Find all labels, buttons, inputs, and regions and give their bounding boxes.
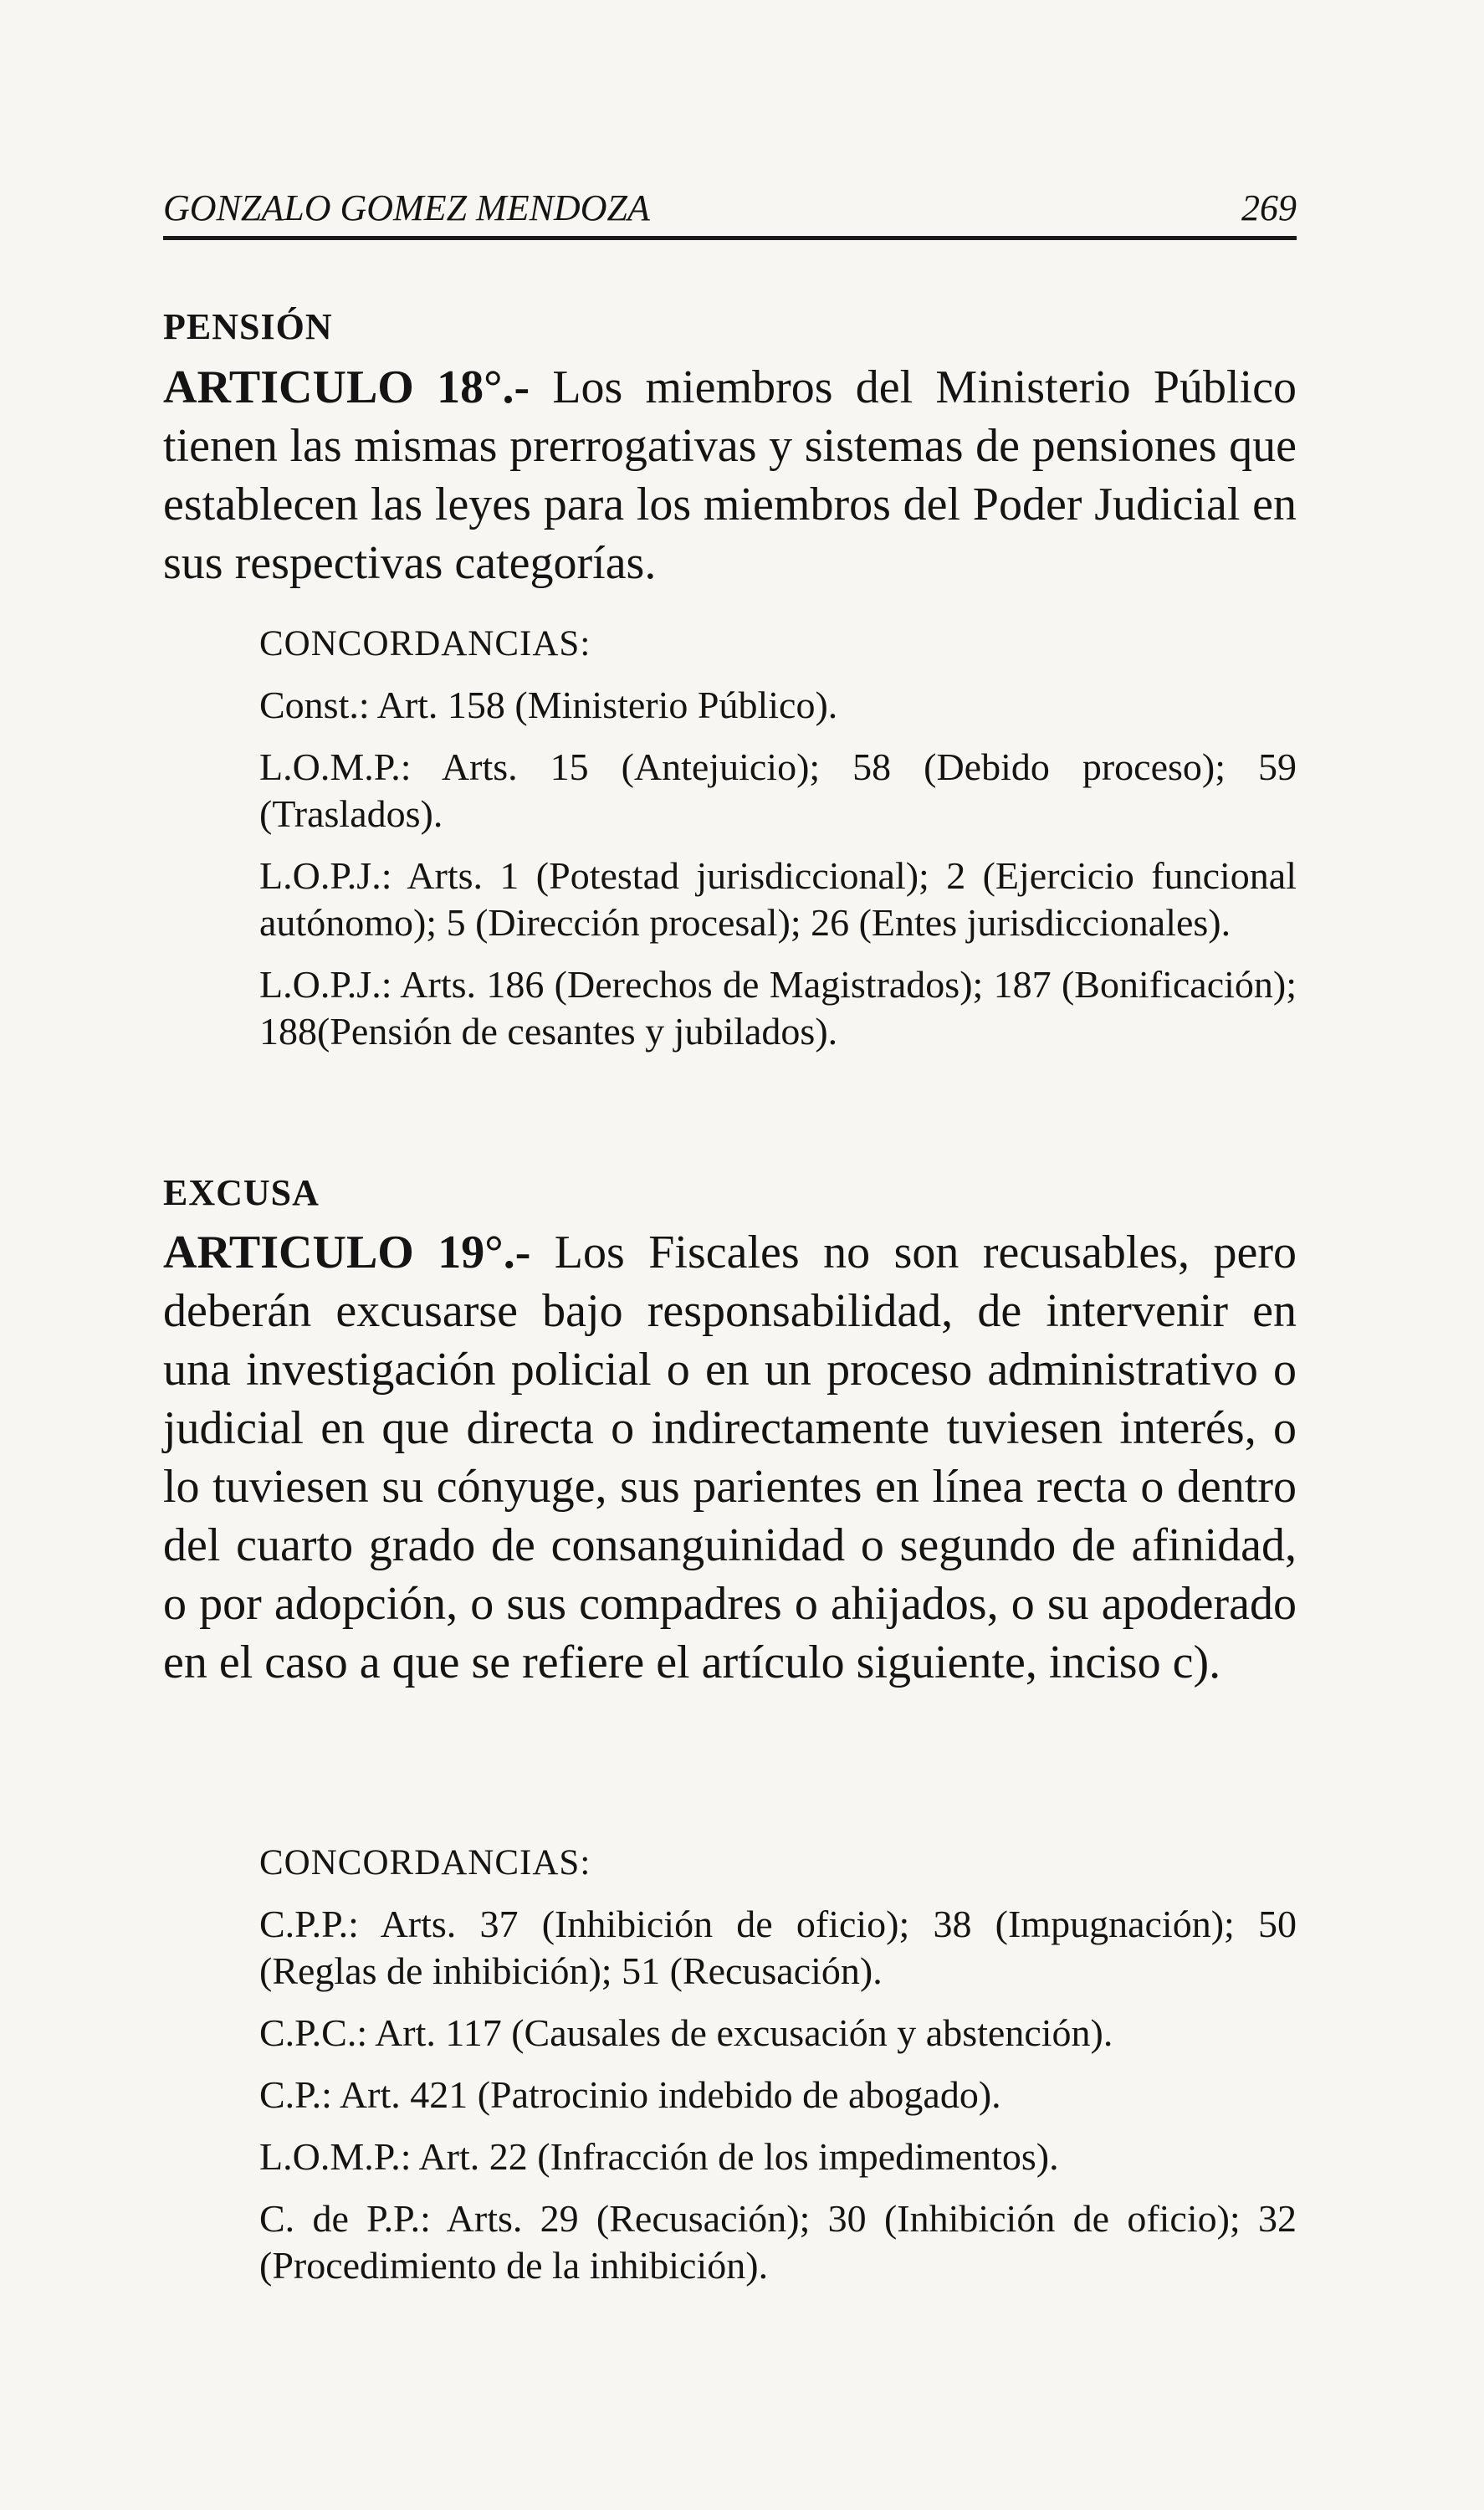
concordancia-item: L.O.M.P.: Arts. 15 (Antejuicio); 58 (Debido proceso); 59 (Traslados). <box>259 745 1297 835</box>
page-number: 269 <box>1241 187 1297 228</box>
concordancia-item: C. de P.P.: Arts. 29 (Recusación); 30 (Inhibición de oficio); 32 (Procedimiento de la inhibición). <box>259 2197 1297 2287</box>
article-18-paragraph <box>163 358 1297 592</box>
concordancia-item: C.P.: Art. 421 (Patrocinio indebido de abogado). <box>259 2073 1001 2116</box>
header-author: GONZALO GOMEZ MENDOZA <box>163 187 650 228</box>
article-19-paragraph <box>163 1223 1297 1692</box>
concordancias-title-19: CONCORDANCIAS: <box>259 1843 591 1882</box>
section-heading-pension: PENSIÓN <box>163 306 333 347</box>
article-18-text: Los miembros del Ministerio Público tienen las mismas prerrogativas y sistemas de pensiones que establecen las leyes para los miembros del Poder Judicial en sus respectivas categorías. <box>163 361 1297 589</box>
concordancias-list-19 <box>259 1901 1297 2304</box>
article-19-text: Los Fiscales no son recusables, pero deberán excusarse bajo responsabilidad, de intervenir en una investigación policial o en un proceso administrativo o judicial en que directa o indirectamente tuviesen interés, o lo tuviesen su cónyuge, sus parientes en línea recta o dentro del cuarto grado de consanguinidad o segundo de afinidad, o por adopción, o sus compadres o ahijados, o su apoderado en el caso a que se refiere el artículo siguiente, inciso c). <box>163 1227 1297 1688</box>
concordancia-item: L.O.P.J.: Arts. 186 (Derechos de Magistrados); 187 (Bonificación); 188(Pensión de cesantes y jubilados). <box>259 963 1297 1053</box>
concordancia-item: L.O.P.J.: Arts. 1 (Potestad jurisdiccional); 2 (Ejercicio funcional autónomo); 5 (Dirección procesal); 26 (Entes jurisdiccionales). <box>259 854 1297 944</box>
concordancia-item: C.P.P.: Arts. 37 (Inhibición de oficio); 38 (Impugnación); 50 (Reglas de inhibición); 51 (Recusación). <box>259 1903 1297 1992</box>
concordancia-item: L.O.M.P.: Art. 22 (Infracción de los impedimentos). <box>259 2135 1059 2178</box>
section-heading-excusa: EXCUSA <box>163 1172 320 1213</box>
concordancia-item: C.P.C.: Art. 117 (Causales de excusación y abstención). <box>259 2011 1113 2054</box>
concordancias-list-18 <box>259 682 1297 1070</box>
concordancia-item: Const.: Art. 158 (Ministerio Público). <box>259 684 838 726</box>
running-header <box>163 177 1297 240</box>
concordancias-title-18: CONCORDANCIAS: <box>259 624 591 663</box>
article-19-label: ARTICULO 19°.- <box>163 1227 531 1278</box>
article-18-label: ARTICULO 18°.- <box>163 361 530 413</box>
